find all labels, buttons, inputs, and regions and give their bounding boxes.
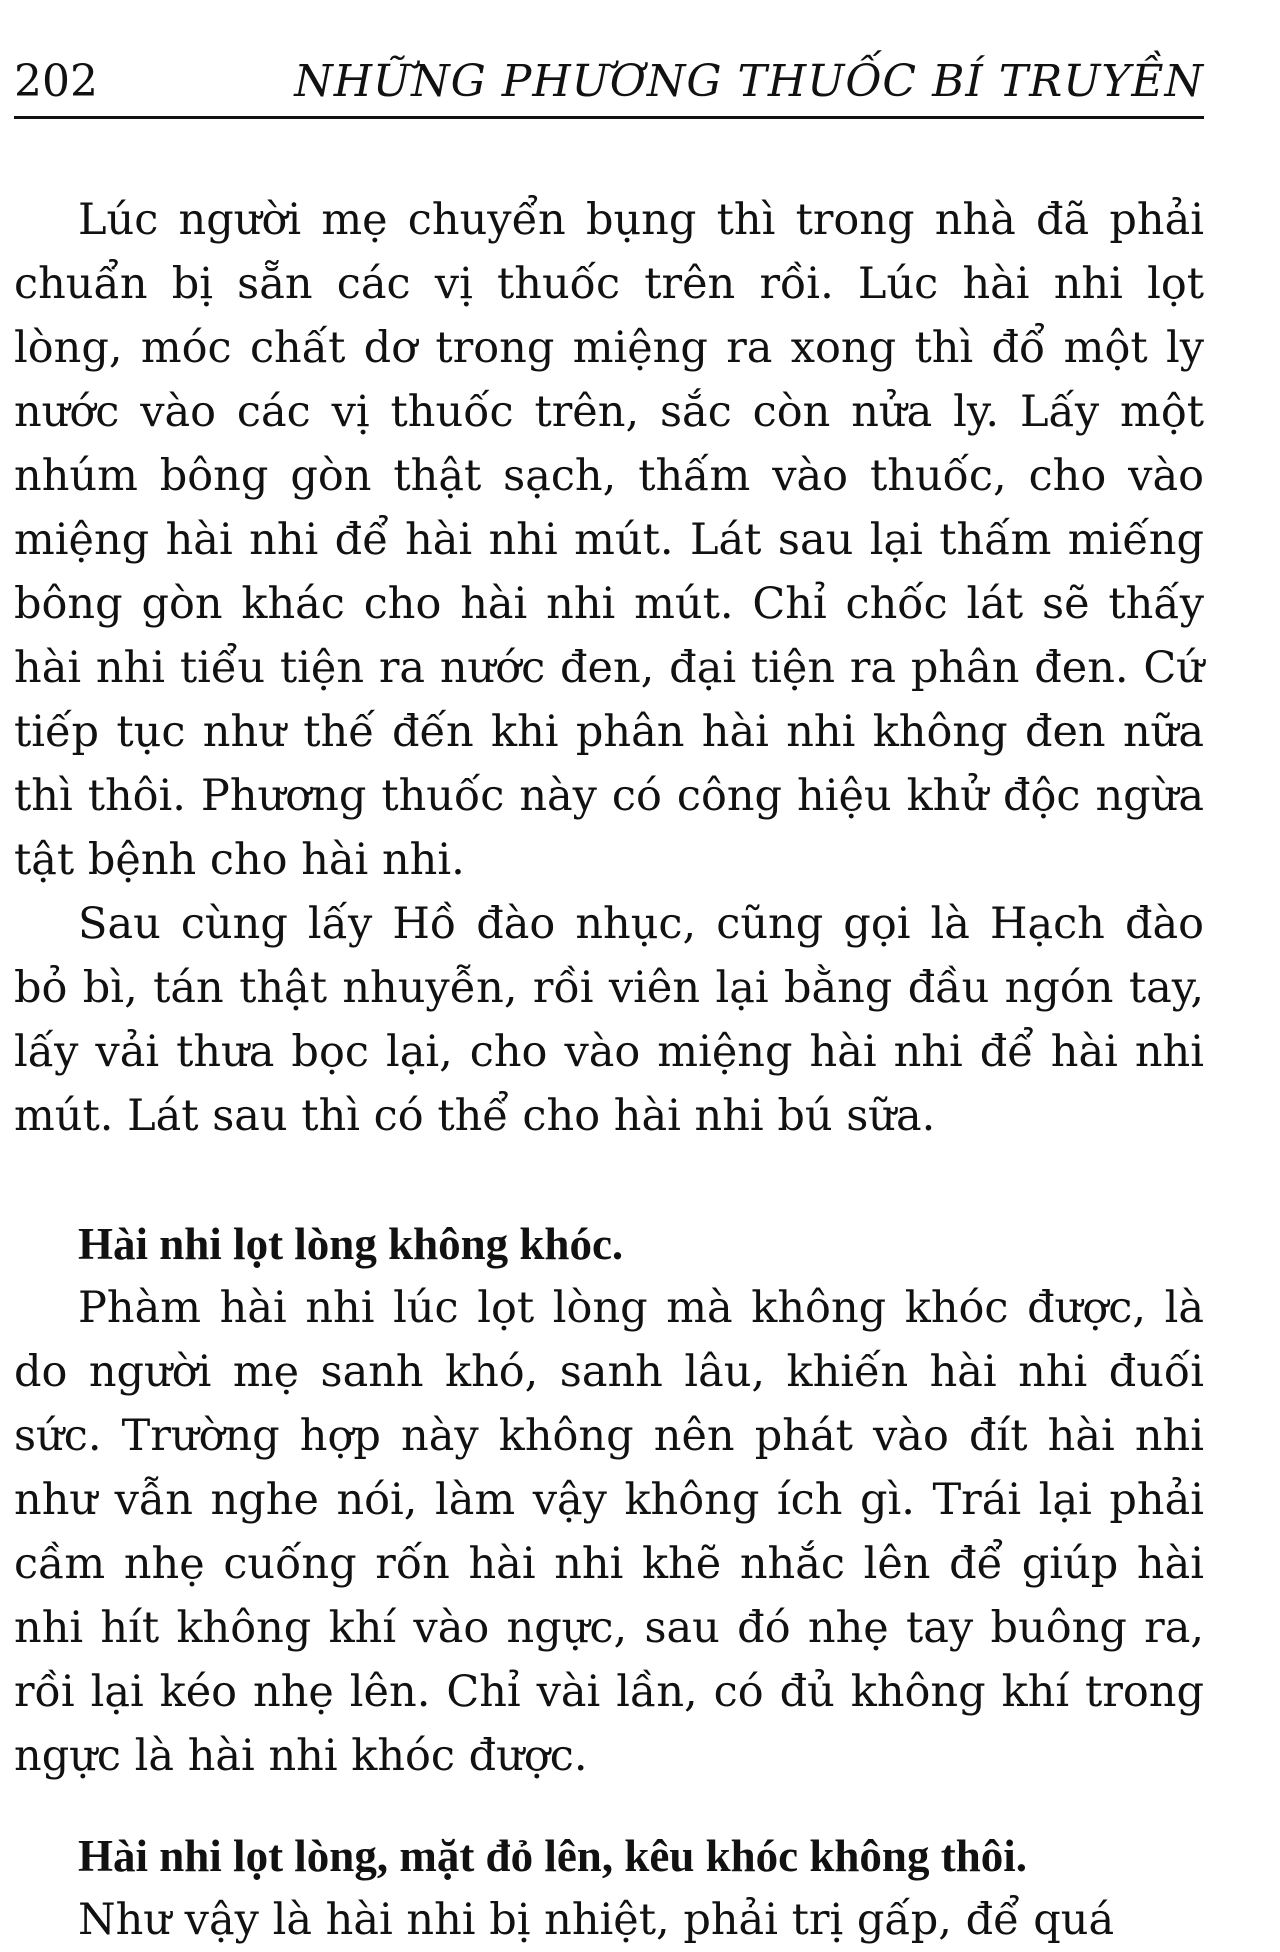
running-header <box>14 56 1204 119</box>
page-number: 202 <box>14 56 98 107</box>
section-heading-2: Hài nhi lọt lòng, mặt đỏ lên, kêu khóc không thôi. <box>78 1831 1027 1881</box>
paragraph-1: Lúc người mẹ chuyển bụng thì trong nhà đã phải chuẩn bị sẵn các vị thuốc trên rồi. Lúc hài nhi lọt lòng, móc chất dơ trong miệng ra xong thì đổ một ly nước vào các vị thuốc trên, sắc còn nửa ly. Lấy một nhúm bông gòn thật sạch, thấm vào thuốc, cho vào miệng hài nhi để hài nhi mút. Lát sau lại thấm miếng bông gòn khác cho hài nhi mút. Chỉ chốc lát sẽ thấy hài nhi tiểu tiện ra nước đen, đại tiện ra phân đen. Cứ tiếp tục như thế đến khi phân hài nhi không đen nữa thì thôi. Phương thuốc này có công hiệu khử độc ngừa tật bệnh cho hài nhi. <box>14 195 1204 885</box>
paragraph-3: Phàm hài nhi lúc lọt lòng mà không khóc được, là do người mẹ sanh khó, sanh lâu, khiến hài nhi đuối sức. Trường hợp này không nên phát vào đít hài nhi như vẫn nghe nói, làm vậy không ích gì. Trái lại phải cầm nhẹ cuống rốn hài nhi khẽ nhắc lên để giúp hài nhi hít không khí vào ngực, sau đó nhẹ tay buông ra, rồi lại kéo nhẹ lên. Chỉ vài lần, có đủ không khí trong ngực là hài nhi khóc được. <box>14 1283 1204 1781</box>
body-text <box>14 188 1204 1952</box>
book-page <box>14 0 1204 1952</box>
section-spacer <box>14 1788 1204 1824</box>
paragraph-2: Sau cùng lấy Hồ đào nhục, cũng gọi là Hạch đào bỏ bì, tán thật nhuyễn, rồi viên lại bằng đầu ngón tay, lấy vải thưa bọc lại, cho vào miệng hài nhi để hài nhi mút. Lát sau thì có thể cho hài nhi bú sữa. <box>14 899 1204 1141</box>
paragraph-4: Như vậy là hài nhi bị nhiệt, phải trị gấp, để quá <box>78 1895 1115 1945</box>
running-title: NHỮNG PHƯƠNG THUỐC BÍ TRUYỀN <box>294 56 1204 107</box>
section-heading-1: Hài nhi lọt lòng không khóc. <box>78 1219 624 1269</box>
section-spacer <box>14 1148 1204 1212</box>
